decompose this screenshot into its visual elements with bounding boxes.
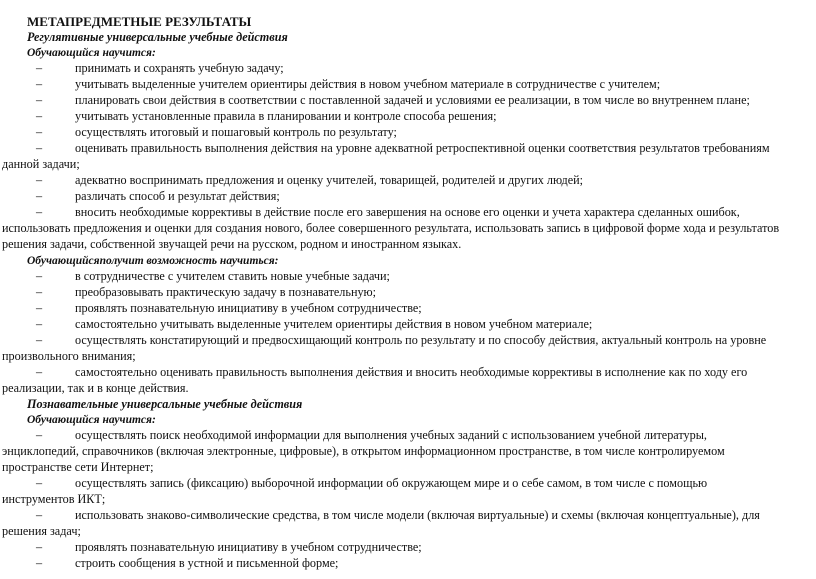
list-item-continuation: реализации, так и в конце действия. [2,381,189,395]
dash-bullet: – [36,173,43,187]
dash-bullet: – [36,189,43,203]
page-title: МЕТАПРЕДМЕТНЫЕ РЕЗУЛЬТАТЫ [27,14,252,29]
list-item-continuation: произвольного внимания; [2,349,136,363]
list-item-continuation: использовать предложения и оценки для создания нового, более совершенного результата, использовать запись в цифровой форме хода и результатов [2,221,780,235]
dash-bullet: – [36,61,43,75]
dash-bullet: – [36,476,43,490]
section-heading-cognitive: Познавательные универсальные учебные действия [27,397,303,411]
dash-bullet: – [36,365,43,379]
list-item-continuation: данной задачи; [2,157,80,171]
dash-bullet: – [36,428,43,442]
dash-bullet: – [36,205,43,219]
dash-bullet: – [36,333,43,347]
list-item-continuation: решения задач; [2,524,81,538]
section-heading-regulative: Регулятивные универсальные учебные действия [27,30,288,44]
dash-bullet: – [36,77,43,91]
list-item-continuation: решения задачи, собственной звучащей речи на русском, родном и иностранном языках. [2,237,462,251]
dash-bullet: – [36,556,43,570]
document-page: МЕТАПРЕДМЕТНЫЕ РЕЗУЛЬТАТЫ Регулятивные универсальные учебные действия Обучающийся научится: – принимать и сохранять учебную задачу; – учитывать выделенные учителем ориентиры действия в новом учебном материале в сотрудничестве с учителем; – планировать свои действия в соответствии с поставленной задачей и условиями ее реализации, в том числе во внутреннем плане; – учитывать установленные правила в планировании и контроле способа решения; – осуществлять итоговый и пошаговый контроль по результату; – оценивать правильность выполнения действия на уровне адекватной ретроспективной оценки соответствия результатов требованиям данной задачи; – адекватно воспринимать предложения и оценку учителей, товарищей, родителей и других людей; – различать способ и результат действия; – вносить необходимые коррективы в действие после его завершения на основе его оценки и учета характера сделанных ошибок, использовать предложения и оценки для создания нового, более совершенного результата, использовать запись в цифровой форме хода и результатов решения задачи, собственной звучащей речи на русском, родном и иностранном языках. Обучающийсяполучит возможность научиться: – в сотрудничестве с учителем ставить новые учебные задачи; – преобразовывать практическую задачу в познавательную; – проявлять познавательную инициативу в учебном сотрудничестве; – самостоятельно учитывать выделенные учителем ориентиры действия в новом учебном материале; – осуществлять констатирующий и предвосхищающий контроль по результату и по способу действия, актуальный контроль на уровне произвольного внимания; – самостоятельно оценивать правильность выполнения действия и вносить необходимые коррективы в исполнение как по ходу его реализации, так и в конце действия. Познавательные универсальные учебные действия Обучающийся научится: – осуществлять поиск необходимой информации для выполнения учебных заданий с использованием учебной литературы, энциклопедий, справочников (включая электронные, цифровые), в открытом информационном пространстве, в том числе контролируемом пространстве сети Интернет; – осуществлять запись (фиксацию) выборочной информации об окружающем мире и о себе самом, в том числе с помощью инструментов ИКТ; – использовать знаково-символические средства, в том числе модели (включая виртуальные) и схемы (включая концептуальные), для решения задач; – проявлять познавательную инициативу в учебном сотрудничестве; – строить сообщения в устной и письменной форме; [0,0,816,579]
dash-bullet: – [36,93,43,107]
dash-bullet: – [36,125,43,139]
dash-bullet: – [36,109,43,123]
dash-bullet: – [36,141,43,155]
dash-bullet: – [36,540,43,554]
dash-bullet: – [36,317,43,331]
dash-bullet: – [36,269,43,283]
subheading-opportunity: Обучающийсяполучит возможность научиться: [27,255,279,267]
list-item-continuation: пространстве сети Интернет; [2,460,154,474]
subheading-will-learn-cognitive: Обучающийся научится: [27,414,156,426]
dash-bullet: – [36,285,43,299]
subheading-will-learn: Обучающийся научится: [27,47,156,59]
dash-bullet: – [36,301,43,315]
list-item-continuation: энциклопедий, справочников (включая электронные, цифровые), в открытом информационном пространстве, в том числе контролируемом [2,444,725,458]
dash-bullet: – [36,508,43,522]
list-item-continuation: инструментов ИКТ; [2,492,106,506]
